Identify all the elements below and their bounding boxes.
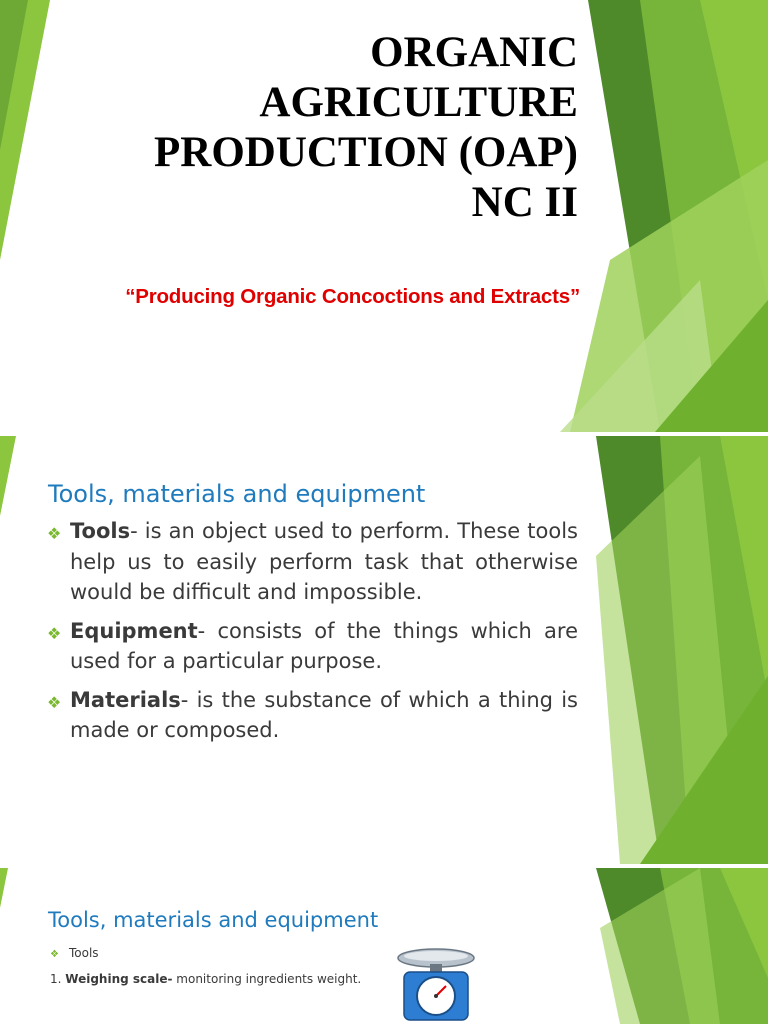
green-decoration [0, 868, 768, 1024]
definition-text: - is an object used to perform. These tools help us to easily perform task that otherwise would be difficult and impossible. [70, 519, 578, 604]
tool-item-term: Weighing scale- [65, 972, 173, 986]
title-line: NC II [471, 179, 578, 226]
definition-term: Materials [70, 687, 181, 712]
definitions-slide [0, 436, 768, 864]
tools-slide [0, 868, 768, 1024]
title-slide [0, 0, 768, 432]
diamond-bullet-icon: ❖ [50, 949, 59, 960]
slide-heading: Tools, materials and equipment [48, 480, 426, 508]
diamond-bullet-icon: ❖ [47, 524, 62, 543]
diamond-bullet-icon: ❖ [47, 692, 62, 712]
slide-subtitle: “Producing Organic Concoctions and Extracts” [125, 285, 580, 308]
left-green-shape [0, 436, 16, 516]
slide-title [108, 28, 578, 228]
definition-item [46, 616, 578, 677]
left-green-shape [0, 868, 8, 908]
tool-item-number: 1. [50, 972, 62, 986]
slide-heading: Tools, materials and equipment [48, 908, 379, 932]
definition-item [46, 685, 578, 746]
definition-list [46, 516, 578, 754]
definition-item [46, 516, 578, 608]
title-line: AGRICULTURE [259, 79, 578, 126]
definition-text: - consists of the things which are used for a particular purpose. [70, 618, 578, 673]
diamond-bullet-icon: ❖ [47, 623, 62, 643]
definition-term: Tools [70, 519, 131, 543]
title-line: PRODUCTION (OAP) [154, 129, 578, 176]
title-line: ORGANIC [370, 29, 578, 76]
weighing-scale-icon [388, 946, 484, 1024]
tool-item [50, 972, 361, 986]
definition-term: Equipment [70, 618, 198, 643]
sub-bullet-label: Tools [68, 946, 99, 960]
definition-text: - is the substance of which a thing is made or composed. [70, 687, 578, 742]
tool-item-text: monitoring ingredients weight. [172, 972, 362, 986]
sub-bullet [50, 946, 99, 960]
